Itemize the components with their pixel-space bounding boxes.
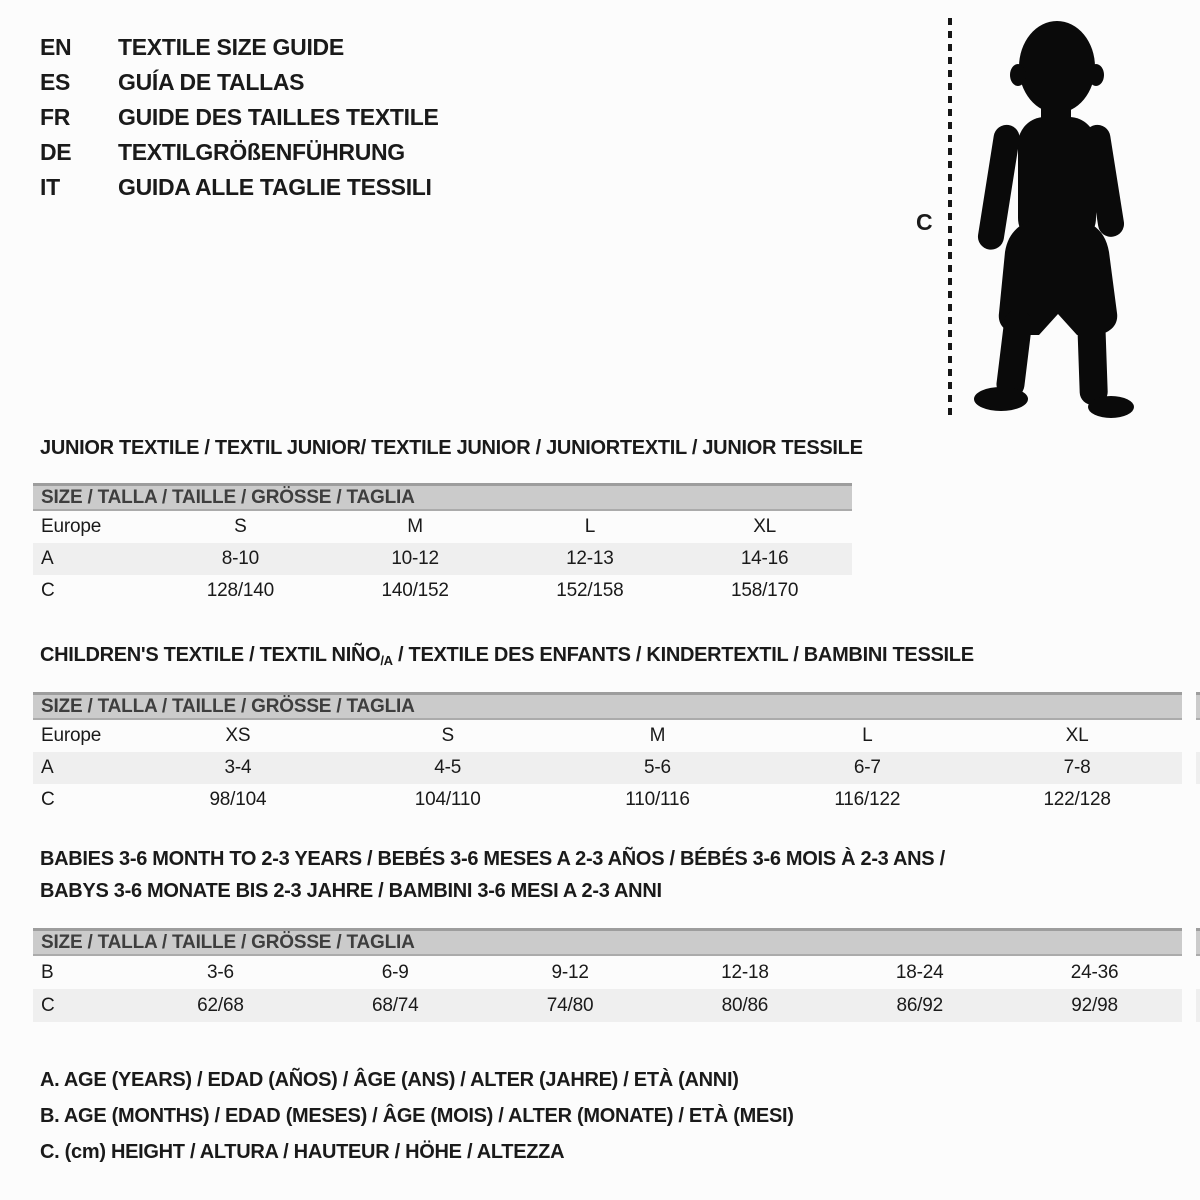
language-row-en xyxy=(40,30,439,65)
babies-section-heading xyxy=(40,843,945,907)
table-cell: 74/80 xyxy=(546,994,594,1016)
junior-section-heading: JUNIOR TEXTILE / TEXTIL JUNIOR/ TEXTILE JUNIOR / JUNIORTEXTIL / JUNIOR TESSILE xyxy=(40,437,863,459)
language-code: DE xyxy=(40,139,72,165)
children-height-row xyxy=(33,784,1200,816)
size-header-label: SIZE / TALLA / TAILLE / GRÖSSE / TAGLIA xyxy=(41,486,415,508)
table-cell: 80/86 xyxy=(721,994,769,1016)
guide-title-fr: GUIDE DES TAILLES TEXTILE xyxy=(118,104,439,130)
table-cell: 104/110 xyxy=(414,789,481,810)
babies-size-header-bar xyxy=(33,928,1200,956)
language-row-de xyxy=(40,135,439,170)
language-code: EN xyxy=(40,34,72,60)
size-col-m: M xyxy=(649,725,666,746)
table-cell: 92/98 xyxy=(1071,994,1118,1016)
toddler-silhouette xyxy=(965,17,1137,419)
height-measure-dashed-line xyxy=(948,18,952,416)
table-cell: 14-16 xyxy=(740,548,789,569)
size-col-xs: XS xyxy=(225,725,251,746)
children-heading-text: CHILDREN'S TEXTILE / TEXTIL NIÑO xyxy=(40,644,381,666)
size-header-label: SIZE / TALLA / TAILLE / GRÖSSE / TAGLIA xyxy=(41,695,415,717)
babies-heading-line2: BABYS 3-6 MONATE BIS 2-3 JAHRE / BAMBINI 3-6 MESI A 2-3 ANNI xyxy=(40,880,662,902)
table-cell: 4-5 xyxy=(434,757,462,778)
junior-size-header-bar xyxy=(33,483,852,511)
region-label: Europe xyxy=(41,725,102,746)
table-cell: 12-13 xyxy=(566,548,614,569)
table-cell: 68/74 xyxy=(371,994,419,1016)
table-cell: 9-12 xyxy=(551,961,589,983)
babies-size-table xyxy=(33,928,1200,1022)
babies-height-row xyxy=(33,989,1200,1022)
table-cell: 18-24 xyxy=(895,961,944,983)
table-cell: 8-10 xyxy=(221,548,259,569)
table-cell: 62/68 xyxy=(197,994,244,1016)
table-cell: 12-18 xyxy=(721,961,769,983)
height-measure-label: C xyxy=(916,209,933,235)
table-cell: 7-8 xyxy=(1063,757,1091,778)
row-label-c: C xyxy=(41,789,55,810)
row-label-a: A xyxy=(41,548,54,569)
size-col-m: M xyxy=(407,516,423,537)
language-code: FR xyxy=(40,104,71,130)
language-row-es xyxy=(40,65,439,100)
babies-months-row xyxy=(33,956,1200,989)
children-heading-sub: /A xyxy=(380,653,393,668)
size-col-xl: XL xyxy=(1065,725,1089,746)
size-col-s: S xyxy=(234,516,247,537)
junior-age-row xyxy=(33,543,852,575)
table-cell: 3-6 xyxy=(206,961,234,983)
table-cell: 98/104 xyxy=(209,789,267,810)
table-cell: 86/92 xyxy=(896,994,943,1016)
table-right-gutter xyxy=(1182,928,1196,1022)
table-cell: 110/116 xyxy=(625,789,690,810)
guide-title-es: GUÍA DE TALLAS xyxy=(118,69,305,95)
row-label-c: C xyxy=(41,994,55,1016)
table-cell: 6-7 xyxy=(853,757,881,778)
table-cell: 158/170 xyxy=(730,580,799,601)
children-section-heading xyxy=(40,644,974,668)
language-code: ES xyxy=(40,69,71,95)
row-label-a: A xyxy=(41,757,54,778)
table-cell: 116/122 xyxy=(834,789,901,810)
table-cell: 122/128 xyxy=(1043,789,1111,810)
size-col-l: L xyxy=(862,725,873,746)
guide-title-de: TEXTILGRÖßENFÜHRUNG xyxy=(118,139,405,165)
children-columns-row xyxy=(33,720,1200,752)
guide-title-it: GUIDA ALLE TAGLIE TESSILI xyxy=(118,174,432,200)
row-label-b: B xyxy=(41,961,54,983)
table-cell: 24-36 xyxy=(1070,961,1119,983)
legend-age-months: B. AGE (MONTHS) / EDAD (MESES) / ÂGE (MOIS) / ALTER (MONATE) / ETÀ (MESI) xyxy=(40,1104,794,1127)
table-cell: 3-4 xyxy=(224,757,252,778)
guide-title-en: TEXTILE SIZE GUIDE xyxy=(118,34,344,60)
legend-age-years: A. AGE (YEARS) / EDAD (AÑOS) / ÂGE (ANS) / ALTER (JAHRE) / ETÀ (ANNI) xyxy=(40,1068,739,1091)
region-label: Europe xyxy=(41,516,102,537)
table-cell: 6-9 xyxy=(381,961,409,983)
junior-height-row xyxy=(33,575,852,607)
table-cell: 10-12 xyxy=(391,548,439,569)
table-cell: 152/158 xyxy=(556,580,624,601)
size-col-xl: XL xyxy=(753,516,777,537)
children-size-header-bar xyxy=(33,692,1200,720)
table-cell: 140/152 xyxy=(381,580,449,601)
table-right-gutter xyxy=(1182,692,1196,816)
row-label-c: C xyxy=(41,580,55,601)
language-row-it xyxy=(40,170,439,205)
language-row-fr xyxy=(40,100,439,135)
language-title-list xyxy=(40,30,439,205)
size-col-s: S xyxy=(441,725,454,746)
babies-heading-line1: BABIES 3-6 MONTH TO 2-3 YEARS / BEBÉS 3-6 MESES A 2-3 AÑOS / BÉBÉS 3-6 MOIS À 2-3 ANS / xyxy=(40,848,945,870)
children-size-table xyxy=(33,692,1200,816)
legend-height-cm: C. (cm) HEIGHT / ALTURA / HAUTEUR / HÖHE / ALTEZZA xyxy=(40,1140,565,1163)
measurement-legend xyxy=(40,1062,794,1170)
size-header-label: SIZE / TALLA / TAILLE / GRÖSSE / TAGLIA xyxy=(41,931,415,953)
table-cell: 5-6 xyxy=(644,757,671,778)
size-col-l: L xyxy=(584,516,596,537)
language-code: IT xyxy=(40,174,60,200)
children-age-row xyxy=(33,752,1200,784)
junior-columns-row xyxy=(33,511,852,543)
junior-size-table xyxy=(33,483,852,607)
table-cell: 128/140 xyxy=(206,580,275,601)
children-heading-text: / TEXTILE DES ENFANTS / KINDERTEXTIL / BAMBINI TESSILE xyxy=(392,644,974,666)
